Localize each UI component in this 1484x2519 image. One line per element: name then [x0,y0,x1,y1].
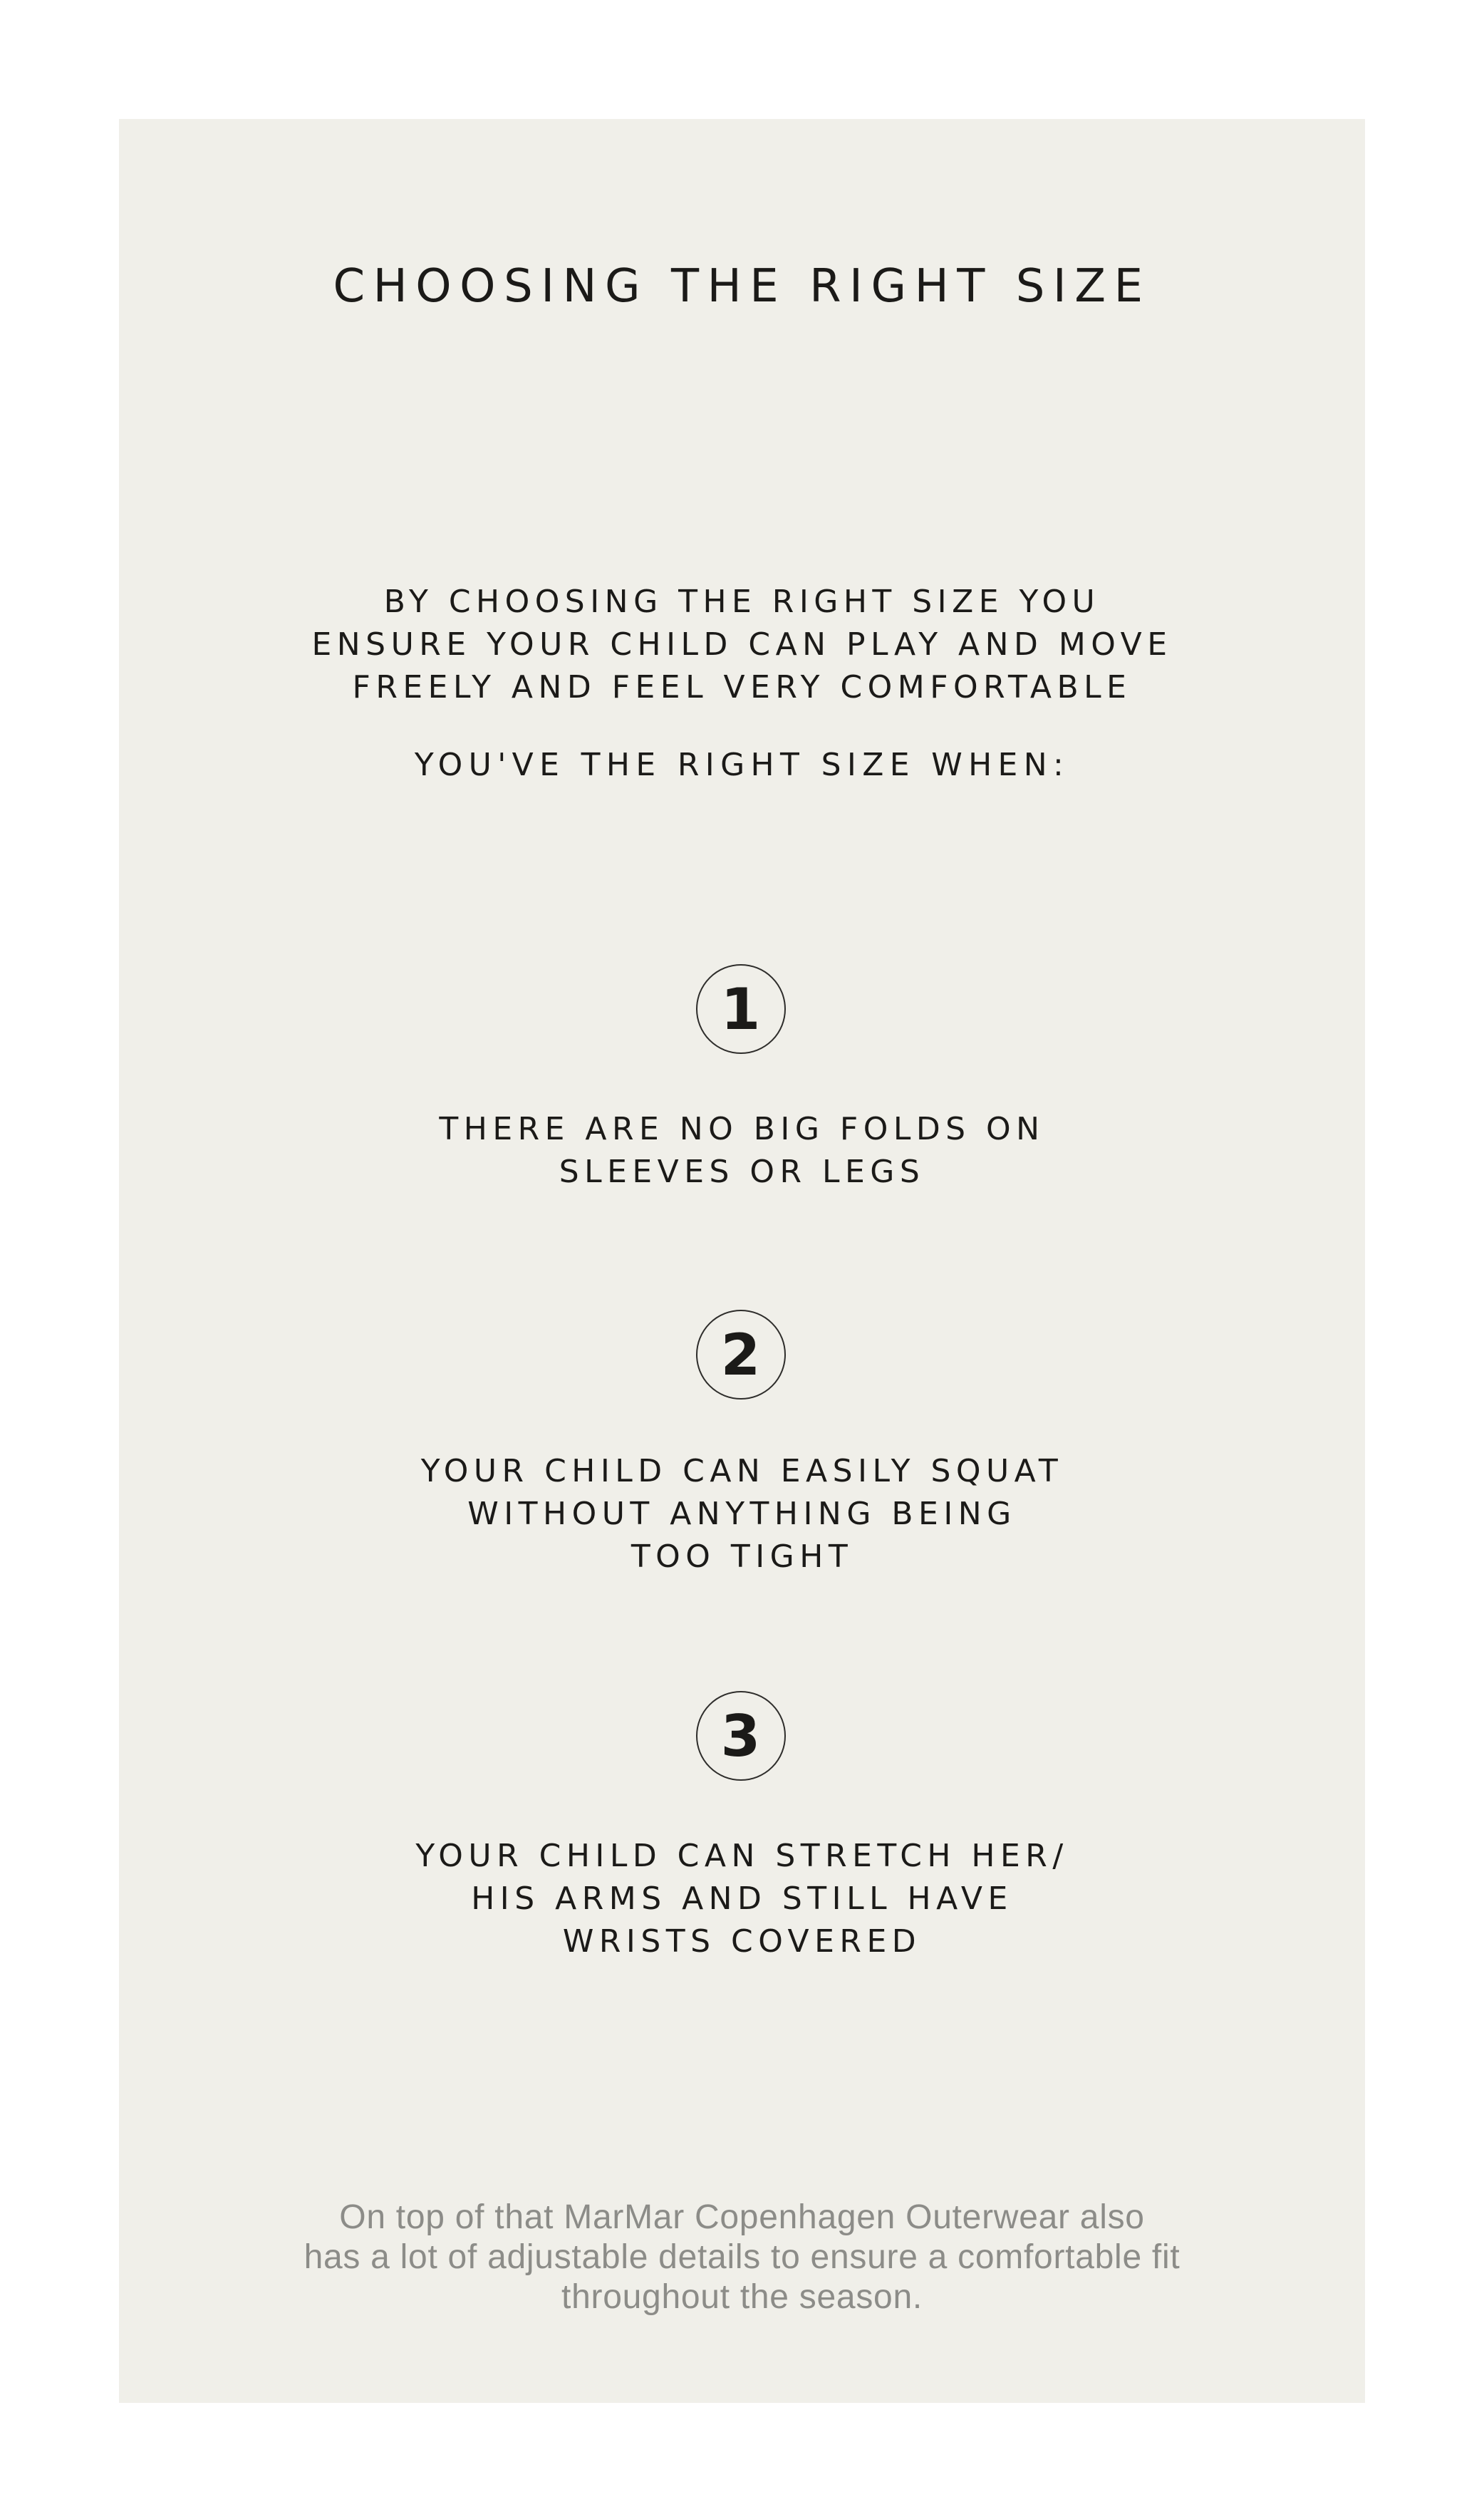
step-2-number-badge [696,1310,786,1400]
intro-line: ENSURE YOUR CHILD CAN PLAY AND MOVE [311,626,1173,663]
intro-line: FREELY AND FEEL VERY COMFORTABLE [352,669,1132,705]
content-panel [119,119,1365,2403]
footer-line: has a lot of adjustable details to ensure a comfortable fit [303,2238,1181,2276]
intro-line: BY CHOOSING THE RIGHT SIZE YOU [383,584,1101,620]
step-1-line: THERE ARE NO BIG FOLDS ON [439,1111,1045,1147]
section-subtitle: YOU'VE THE RIGHT SIZE WHEN: [414,747,1070,783]
step-2-line: YOUR CHILD CAN EASILY SQUAT [420,1453,1064,1489]
footer-line: On top of that MarMar Copenhagen Outerwear also [339,2198,1145,2236]
footer-line: throughout the season. [561,2278,923,2316]
step-2-line: WITHOUT ANYTHING BEING [467,1496,1017,1532]
intro-paragraph [119,581,1365,709]
step-1-number: 1 [720,976,761,1043]
step-1-number-badge [696,964,786,1054]
step-3-line: WRISTS COVERED [562,1923,922,1960]
step-2-number: 2 [720,1321,761,1388]
step-1-text [119,1108,1365,1194]
page-title: CHOOSING THE RIGHT SIZE [333,260,1151,313]
step-3-text [119,1835,1365,1963]
step-3-line: YOUR CHILD CAN STRETCH HER/ [415,1838,1069,1874]
step-3-number: 3 [720,1702,761,1769]
step-2-text [119,1450,1365,1578]
step-2-line: TOO TIGHT [631,1538,853,1575]
step-3-number-badge [696,1691,786,1781]
step-1-line: SLEEVES OR LEGS [559,1154,925,1190]
footer-note [119,2198,1365,2317]
step-3-line: HIS ARMS AND STILL HAVE [471,1881,1013,1917]
